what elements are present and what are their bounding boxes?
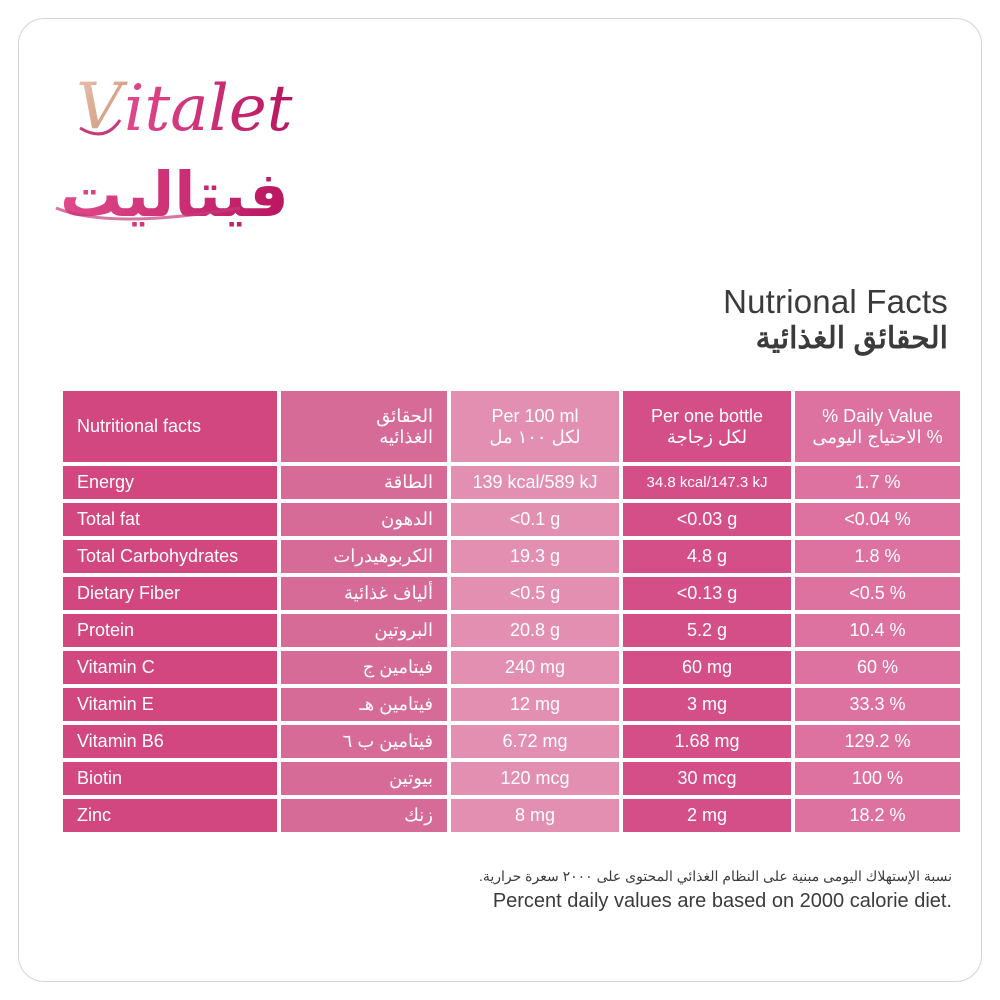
header-per-bottle-en: Per one bottle (650, 405, 764, 426)
nutrient-arabic: الدهون (281, 503, 447, 536)
daily-value: 60 % (795, 651, 960, 684)
table-row (63, 762, 960, 795)
per-100ml-value: <0.1 g (451, 503, 619, 536)
per-bottle-value: <0.03 g (623, 503, 791, 536)
nutrient-arabic: الطاقة (281, 466, 447, 499)
logo-v-letter: V (76, 70, 123, 144)
heading-english: Nutrional Facts (723, 283, 948, 320)
per-100ml-value: 20.8 g (451, 614, 619, 647)
nutrient-arabic: فيتامين ب ٦ (281, 725, 447, 758)
per-100ml-value: 120 mcg (451, 762, 619, 795)
page-heading (723, 284, 948, 358)
header-per-bottle-ar: لكل زجاجة (666, 426, 748, 447)
nutrient-name: Total Carbohydrates (63, 540, 277, 573)
table-row (63, 725, 960, 758)
per-100ml-value: 8 mg (451, 799, 619, 832)
per-100ml-value: 139 kcal/589 kJ (451, 466, 619, 499)
footnote-english: Percent daily values are based on 2000 calorie diet. (492, 890, 952, 912)
nutrition-table (59, 387, 964, 836)
nutrient-name: Vitamin B6 (63, 725, 277, 758)
header-daily-value (795, 391, 960, 462)
table-row (63, 540, 960, 573)
daily-value: 1.8 % (795, 540, 960, 573)
nutrient-name: Vitamin C (63, 651, 277, 684)
nutrient-arabic: ألياف غذائية (281, 577, 447, 610)
logo-graphic (50, 58, 320, 238)
table-row (63, 651, 960, 684)
table-header-row (63, 391, 960, 462)
header-arabic-facts (281, 391, 447, 462)
table-row (63, 688, 960, 721)
logo-latin-rest: italet (124, 72, 293, 146)
nutrient-arabic: بيوتين (281, 762, 447, 795)
footnote-arabic: نسبة الإستهلاك اليومى مبنية على النظام الغذائي المحتوى على ٢٠٠٠ سعرة حرارية. (478, 868, 952, 884)
table-row (63, 466, 960, 499)
daily-value: <0.5 % (795, 577, 960, 610)
daily-value: 33.3 % (795, 688, 960, 721)
per-bottle-value: <0.13 g (623, 577, 791, 610)
nutrient-arabic: البروتين (281, 614, 447, 647)
per-bottle-value: 34.8 kcal/147.3 kJ (623, 466, 791, 499)
header-arabic-line1: الحقائق (376, 405, 433, 426)
daily-value: <0.04 % (795, 503, 960, 536)
per-100ml-value: 6.72 mg (451, 725, 619, 758)
daily-value: 1.7 % (795, 466, 960, 499)
nutrient-name: Dietary Fiber (63, 577, 277, 610)
header-daily-value-en: % Daily Value (822, 405, 933, 426)
per-bottle-value: 1.68 mg (623, 725, 791, 758)
per-100ml-value: 240 mg (451, 651, 619, 684)
nutrient-name: Total fat (63, 503, 277, 536)
per-bottle-value: 60 mg (623, 651, 791, 684)
nutrient-name: Zinc (63, 799, 277, 832)
nutrient-name: Protein (63, 614, 277, 647)
header-per-100ml (451, 391, 619, 462)
nutrient-name: Energy (63, 466, 277, 499)
header-arabic-line2: الغذائيه (379, 426, 433, 447)
logo-arabic: فيتاليت (60, 158, 289, 231)
nutrient-name: Biotin (63, 762, 277, 795)
per-bottle-value: 3 mg (623, 688, 791, 721)
table-row (63, 577, 960, 610)
daily-value: 10.4 % (795, 614, 960, 647)
table-row (63, 503, 960, 536)
per-100ml-value: 19.3 g (451, 540, 619, 573)
brand-logo (50, 58, 320, 238)
header-daily-value-ar: % الاحتياج اليومى (812, 426, 943, 447)
per-bottle-value: 2 mg (623, 799, 791, 832)
daily-value: 129.2 % (795, 725, 960, 758)
heading-arabic: الحقائق الغذائية (755, 322, 948, 355)
table-row (63, 614, 960, 647)
daily-value: 18.2 % (795, 799, 960, 832)
daily-value: 100 % (795, 762, 960, 795)
nutrient-arabic: زنك (281, 799, 447, 832)
nutrient-arabic: فيتامين ج (281, 651, 447, 684)
table-row (63, 799, 960, 832)
header-per-100ml-en: Per 100 ml (491, 405, 579, 426)
nutrient-arabic: الكربوهيدرات (281, 540, 447, 573)
per-100ml-value: <0.5 g (451, 577, 619, 610)
nutrient-name: Vitamin E (63, 688, 277, 721)
per-bottle-value: 4.8 g (623, 540, 791, 573)
header-nutritional-facts: Nutritional facts (63, 391, 277, 462)
header-per-bottle (623, 391, 791, 462)
per-bottle-value: 5.2 g (623, 614, 791, 647)
header-per-100ml-ar: لكل ١٠٠ مل (489, 426, 581, 447)
nutrient-arabic: فيتامين هـ (281, 688, 447, 721)
per-bottle-value: 30 mcg (623, 762, 791, 795)
per-100ml-value: 12 mg (451, 688, 619, 721)
